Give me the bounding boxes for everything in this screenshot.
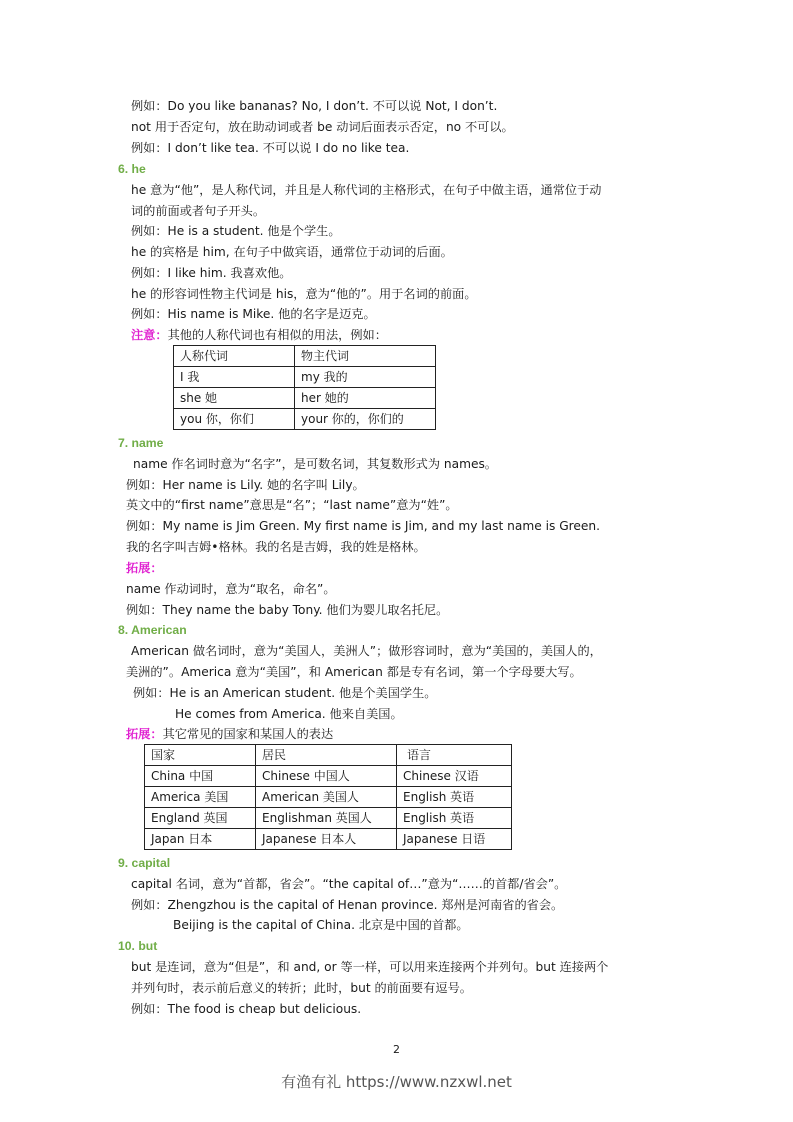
example-line: 例如：They name the baby Tony. 他们为婴儿取名托尼。 xyxy=(126,603,449,617)
table-cell: England 英国 xyxy=(145,808,256,829)
explanation-line: he 意为“他”，是人称代词，并且是人称代词的主格形式，在句子中做主语，通常位于动 xyxy=(131,183,602,197)
example-line: 例如：Zhengzhou is the capital of Henan province. 郑州是河南省的省会。 xyxy=(131,898,564,912)
table-cell: English 英语 xyxy=(397,808,512,829)
table-cell: Japanese 日语 xyxy=(397,829,512,850)
example-line: 例如：Her name is Lily. 她的名字叫 Lily。 xyxy=(126,478,365,492)
table-cell: your 你的，你们的 xyxy=(295,409,436,430)
explanation-line: name 作名词时意为“名字”，是可数名词，其复数形式为 names。 xyxy=(133,457,497,471)
table-row xyxy=(145,766,512,787)
section-heading-he: 6. he xyxy=(118,162,146,176)
table-row xyxy=(174,367,436,388)
example-line: 例如：He is a student. 他是个学生。 xyxy=(131,224,341,238)
table-row xyxy=(145,829,512,850)
table-cell: American 美国人 xyxy=(256,787,397,808)
note-label: 注意： xyxy=(131,328,168,342)
explanation-line: American 做名词时，意为“美国人，美洲人”；做形容词时，意为“美国的，美国人的， xyxy=(131,644,602,658)
table-header-cell: 物主代词 xyxy=(295,346,436,367)
explanation-line: 词的前面或者句子开头。 xyxy=(131,204,266,218)
explanation-line: name 作动词时，意为“取名，命名”。 xyxy=(126,582,336,596)
explanation-line: capital 名词，意为“首都，省会”。“the capital of…”意为“……的首都/省会”。 xyxy=(131,877,567,891)
table-cell: my 我的 xyxy=(295,367,436,388)
example-line: 例如：I don’t like tea. 不可以说 I do no like tea. xyxy=(131,141,410,155)
explanation-line: 并列句时，表示前后意义的转折；此时，but 的前面要有逗号。 xyxy=(131,981,472,995)
extend-line xyxy=(126,726,333,742)
section-heading-capital: 9. capital xyxy=(118,856,171,870)
example-line: 例如：I like him. 我喜欢他。 xyxy=(131,266,292,280)
extend-label: 拓展： xyxy=(126,727,163,741)
table-header-row xyxy=(174,346,436,367)
table-cell: English 英语 xyxy=(397,787,512,808)
example-line: 例如：Do you like bananas? No, I don’t. 不可以说 Not, I don’t. xyxy=(131,99,498,113)
table-cell: Chinese 汉语 xyxy=(397,766,512,787)
example-line: 例如：My name is Jim Green. My first name is Jim, and my last name is Green. xyxy=(126,519,600,533)
table-header-cell: 居民 xyxy=(256,745,397,766)
example-line: Beijing is the capital of China. 北京是中国的首都。 xyxy=(173,918,469,932)
example-line: 例如：The food is cheap but delicious. xyxy=(131,1002,362,1016)
example-line: 例如：His name is Mike. 他的名字是迈克。 xyxy=(131,307,376,321)
table-row xyxy=(174,409,436,430)
table-cell: you 你，你们 xyxy=(174,409,295,430)
pronoun-table xyxy=(173,345,436,430)
explanation-line: not 用于否定句，放在助动词或者 be 动词后面表示否定，no 不可以。 xyxy=(131,120,514,134)
explanation-line: he 的形容词性物主代词是 his，意为“他的”。用于名词的前面。 xyxy=(131,287,477,301)
page-number: 2 xyxy=(393,1043,400,1056)
translation-line: 我的名字叫吉姆•格林。我的名是吉姆，我的姓是格林。 xyxy=(126,540,426,554)
table-row xyxy=(174,388,436,409)
table-row xyxy=(145,787,512,808)
example-line: 例如：He is an American student. 他是个美国学生。 xyxy=(133,686,437,700)
table-cell: America 美国 xyxy=(145,787,256,808)
table-cell: Japanese 日本人 xyxy=(256,829,397,850)
extend-text: 其它常见的国家和某国人的表达 xyxy=(162,727,334,741)
explanation-line: 美洲的”。America 意为“美国”，和 American 都是专有名词，第一个字母要大写。 xyxy=(126,665,582,679)
country-table xyxy=(144,744,512,850)
explanation-line: but 是连词，意为“但是”，和 and, or 等一样，可以用来连接两个并列句。but 连接两个 xyxy=(131,960,609,974)
section-heading-american: 8. American xyxy=(118,623,187,637)
table-cell: her 她的 xyxy=(295,388,436,409)
table-header-cell: 国家 xyxy=(145,745,256,766)
note-line xyxy=(131,327,387,343)
table-cell: she 她 xyxy=(174,388,295,409)
table-header-row xyxy=(145,745,512,766)
note-text: 其他的人称代词也有相似的用法，例如： xyxy=(167,328,387,342)
section-heading-name: 7. name xyxy=(118,436,164,450)
table-header-cell: 语言 xyxy=(397,745,512,766)
table-row xyxy=(145,808,512,829)
table-cell: Japan 日本 xyxy=(145,829,256,850)
example-line: He comes from America. 他来自美国。 xyxy=(175,707,403,721)
table-cell: Englishman 英国人 xyxy=(256,808,397,829)
table-cell: China 中国 xyxy=(145,766,256,787)
section-heading-but: 10. but xyxy=(118,939,158,953)
explanation-line: he 的宾格是 him, 在句子中做宾语，通常位于动词的后面。 xyxy=(131,245,453,259)
table-cell: Chinese 中国人 xyxy=(256,766,397,787)
explanation-line: 英文中的“first name”意思是“名”；“last name”意为“姓”。 xyxy=(126,498,458,512)
table-cell: I 我 xyxy=(174,367,295,388)
footer-watermark: 有渔有礼 https://www.nzxwl.net xyxy=(281,1073,512,1091)
extend-label: 拓展： xyxy=(126,561,163,575)
table-header-cell: 人称代词 xyxy=(174,346,295,367)
